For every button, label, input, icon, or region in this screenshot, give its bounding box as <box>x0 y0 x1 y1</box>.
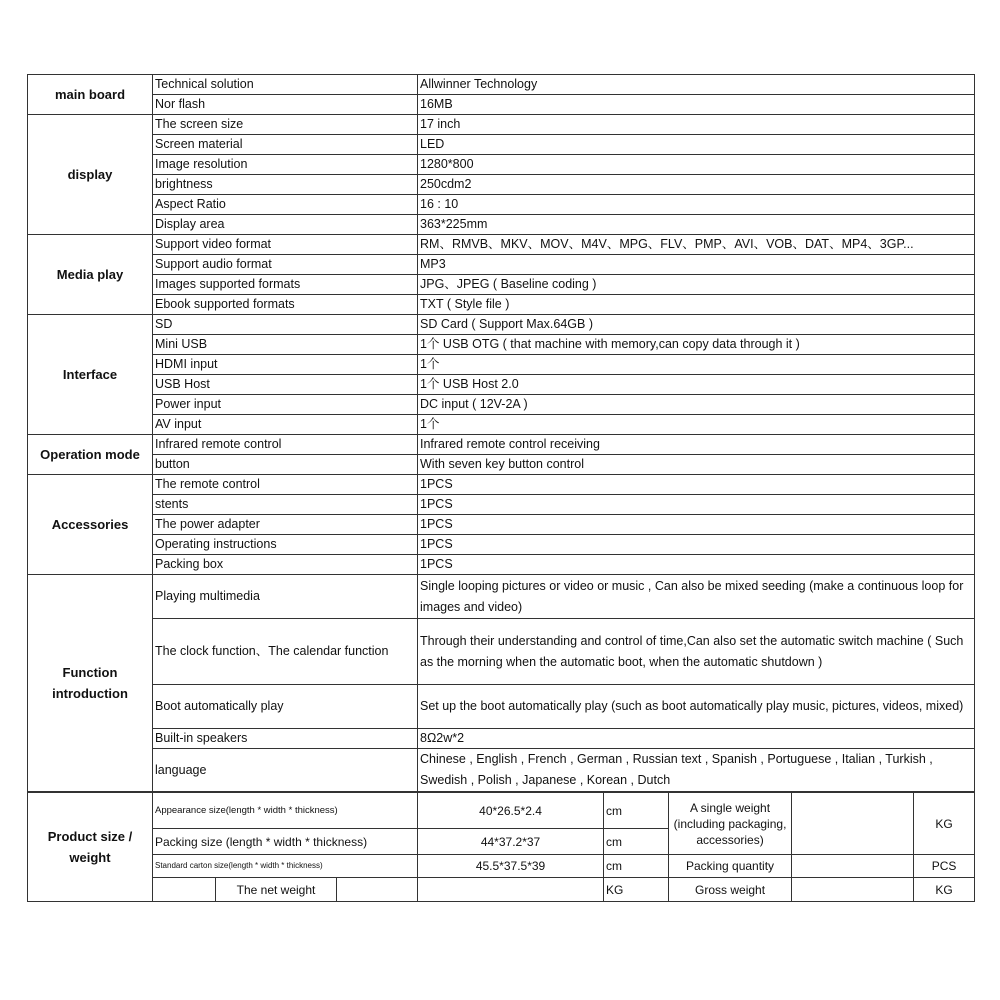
spec-value: 1PCS <box>418 495 975 515</box>
spec-row <box>28 75 975 95</box>
spec-value: 16MB <box>418 95 975 115</box>
gross-weight-label: Gross weight <box>669 878 792 902</box>
spec-value: 250cdm2 <box>418 175 975 195</box>
spec-row <box>28 555 975 575</box>
spec-label: Power input <box>153 395 418 415</box>
spec-value: 1280*800 <box>418 155 975 175</box>
group-media-play: Media play <box>28 235 153 315</box>
spec-value: JPG、JPEG ( Baseline coding ) <box>418 275 975 295</box>
spec-value: MP3 <box>418 255 975 275</box>
net-weight-label: The net weight <box>216 878 337 902</box>
spec-label: stents <box>153 495 418 515</box>
spec-value: 1PCS <box>418 555 975 575</box>
spec-value: 363*225mm <box>418 215 975 235</box>
spec-row <box>28 415 975 435</box>
packing-quantity-label: Packing quantity <box>669 855 792 878</box>
spec-label: language <box>153 749 418 792</box>
net-weight-unit: KG <box>604 878 669 902</box>
spec-value: Allwinner Technology <box>418 75 975 95</box>
spec-label: Boot automatically play <box>153 685 418 729</box>
spec-row <box>28 515 975 535</box>
spec-value: 1PCS <box>418 515 975 535</box>
net-weight-blank-2 <box>418 878 604 902</box>
group-operation-mode: Operation mode <box>28 435 153 475</box>
spec-value: Single looping pictures or video or music , Can also be mixed seeding (make a continuous loop for images and video) <box>418 575 975 619</box>
spec-value: Set up the boot automatically play (such as boot automatically play music, pictures, videos, mixed) <box>418 685 975 729</box>
spec-label: Playing multimedia <box>153 575 418 619</box>
spec-value: 1个 <box>418 355 975 375</box>
spec-row <box>28 749 975 792</box>
spec-row <box>28 495 975 515</box>
net-weight-value <box>337 878 418 902</box>
spec-value: 1PCS <box>418 535 975 555</box>
appearance-size-unit: cm <box>604 793 669 829</box>
spec-value: 1个 <box>418 415 975 435</box>
spec-value: 1个 USB OTG ( that machine with memory,can copy data through it ) <box>418 335 975 355</box>
spec-row <box>28 315 975 335</box>
spec-row <box>28 335 975 355</box>
spec-row <box>28 215 975 235</box>
spec-row <box>28 619 975 685</box>
spec-value: Through their understanding and control of time,Can also set the automatic switch machine ( Such as the morning when the automatic boot, when the automatic shutdown ) <box>418 619 975 685</box>
spec-label: AV input <box>153 415 418 435</box>
spec-value: DC input ( 12V-2A ) <box>418 395 975 415</box>
single-weight-label: A single weight (including packaging, accessories) <box>669 793 792 855</box>
spec-label: Images supported formats <box>153 275 418 295</box>
spec-value: 1个 USB Host 2.0 <box>418 375 975 395</box>
group-product-size: Product size / weight <box>28 793 153 902</box>
group-accessories: Accessories <box>28 475 153 575</box>
spec-row <box>28 255 975 275</box>
group-interface: Interface <box>28 315 153 435</box>
spec-label: HDMI input <box>153 355 418 375</box>
spec-row <box>28 475 975 495</box>
product-size-table <box>27 792 975 902</box>
spec-label: Display area <box>153 215 418 235</box>
spec-value: Infrared remote control receiving <box>418 435 975 455</box>
carton-size-label: Standard carton size(length * width * thickness) <box>153 855 418 878</box>
spec-value: Chinese , English , French , German , Russian text , Spanish , Portuguese , Italian , Turkish , Swedish , Polish , Japanese , Korean , Dutch <box>418 749 975 792</box>
gross-weight-value <box>792 878 914 902</box>
spec-row <box>28 95 975 115</box>
packing-size-label: Packing size (length * width * thickness) <box>153 829 418 855</box>
carton-size-unit: cm <box>604 855 669 878</box>
spec-row <box>28 155 975 175</box>
spec-value: LED <box>418 135 975 155</box>
spec-value: SD Card ( Support Max.64GB ) <box>418 315 975 335</box>
spec-sheet <box>27 74 974 902</box>
spec-row <box>28 575 975 619</box>
spec-value: 1PCS <box>418 475 975 495</box>
spec-label: The screen size <box>153 115 418 135</box>
spec-label: Operating instructions <box>153 535 418 555</box>
spec-label: Technical solution <box>153 75 418 95</box>
spec-row <box>28 375 975 395</box>
spec-row <box>28 435 975 455</box>
group-main-board: main board <box>28 75 153 115</box>
spec-row <box>28 455 975 475</box>
carton-size-value: 45.5*37.5*39 <box>418 855 604 878</box>
spec-label: Ebook supported formats <box>153 295 418 315</box>
spec-label: Screen material <box>153 135 418 155</box>
spec-row <box>28 295 975 315</box>
spec-table <box>27 74 975 792</box>
spec-label: Support video format <box>153 235 418 255</box>
spec-label: Aspect Ratio <box>153 195 418 215</box>
spec-value: 17 inch <box>418 115 975 135</box>
spec-row <box>28 685 975 729</box>
spec-label: The remote control <box>153 475 418 495</box>
spec-row <box>28 275 975 295</box>
spec-value: RM、RMVB、MKV、MOV、M4V、MPG、FLV、PMP、AVI、VOB、DAT、MP4、3GP... <box>418 235 975 255</box>
spec-label: The clock function、The calendar function <box>153 619 418 685</box>
spec-label: Infrared remote control <box>153 435 418 455</box>
spec-label: Built-in speakers <box>153 729 418 749</box>
appearance-size-label: Appearance size(length * width * thickness) <box>153 793 418 829</box>
packing-quantity-unit: PCS <box>914 855 975 878</box>
spec-row <box>28 395 975 415</box>
single-weight-value <box>792 793 914 855</box>
packing-quantity-value <box>792 855 914 878</box>
spec-label: Nor flash <box>153 95 418 115</box>
spec-label: The power adapter <box>153 515 418 535</box>
spec-label: SD <box>153 315 418 335</box>
spec-label: button <box>153 455 418 475</box>
single-weight-unit: KG <box>914 793 975 855</box>
packing-size-value: 44*37.2*37 <box>418 829 604 855</box>
spec-label: Image resolution <box>153 155 418 175</box>
spec-row <box>28 235 975 255</box>
spec-row <box>28 729 975 749</box>
group-function-intro: Function introduction <box>28 575 153 792</box>
spec-row <box>28 195 975 215</box>
spec-value: TXT ( Style file ) <box>418 295 975 315</box>
spec-value: 16 : 10 <box>418 195 975 215</box>
spec-row <box>28 135 975 155</box>
gross-weight-unit: KG <box>914 878 975 902</box>
spec-row <box>28 175 975 195</box>
spec-value: 8Ω2w*2 <box>418 729 975 749</box>
spec-row <box>28 115 975 135</box>
net-weight-blank <box>153 878 216 902</box>
spec-label: Support audio format <box>153 255 418 275</box>
spec-label: Packing box <box>153 555 418 575</box>
packing-size-unit: cm <box>604 829 669 855</box>
spec-label: Mini USB <box>153 335 418 355</box>
spec-row <box>28 535 975 555</box>
spec-label: USB Host <box>153 375 418 395</box>
appearance-size-value: 40*26.5*2.4 <box>418 793 604 829</box>
spec-row <box>28 355 975 375</box>
spec-value: With seven key button control <box>418 455 975 475</box>
group-display: display <box>28 115 153 235</box>
spec-label: brightness <box>153 175 418 195</box>
